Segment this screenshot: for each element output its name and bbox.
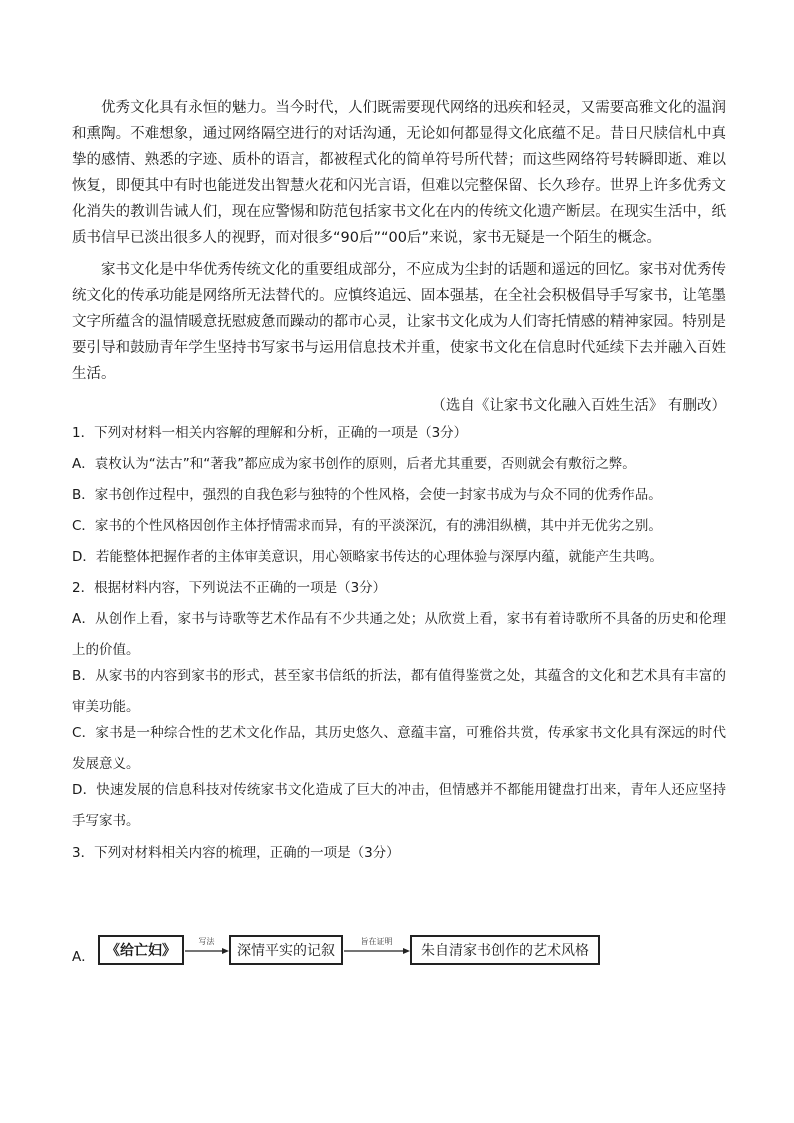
question-1-stem: 1．下列对材料一相关内容解的理解和分析，正确的一项是（3分）	[72, 425, 468, 441]
flow-arrow-2-label: 旨在证明	[360, 937, 393, 946]
flow-box-work: 《给亡妇》	[98, 935, 184, 965]
question-2-option-a: A．从创作上看，家书与诗歌等艺术作品有不少共通之处；从欣赏上看，家书有着诗歌所不具备的历史和伦理上的价值。	[72, 611, 726, 658]
question-1-option-d: D．若能整体把握作者的主体审美意识，用心领略家书传达的心理体验与深厚内蕴，就能产生共鸣。	[72, 549, 663, 565]
question-1-option-a: A．袁枚认为“法古”和“著我”都应成为家书创作的原则，后者尤其重要，否则就会有敷衍之弊。	[72, 456, 636, 472]
flow-arrow-1	[184, 935, 229, 965]
arrow-right-icon	[184, 947, 229, 955]
flow-box-conclusion: 朱自清家书创作的艺术风格	[410, 935, 600, 965]
passage-paragraph-1: 优秀文化具有永恒的魅力。当今时代，人们既需要现代网络的迅疾和轻灵，又需要高雅文化的温润和熏陶。不难想象，通过网络隔空进行的对话沟通，无论如何都显得文化底蕴不足。昔日尺牍信札中真挚的感情、熟悉的字迹、质朴的语言，都被程式化的简单符号所代替；而这些网络符号转瞬即逝、难以恢复，即便其中有时也能迸发出智慧火花和闪光言语，但难以完整保留、长久珍存。世界上许多优秀文化消失的教训告诫人们，现在应警惕和防范包括家书文化在内的传统文化遗产断层。在现实生活中，纸质书信早已淡出很多人的视野，而对很多“90后”“00后”来说，家书无疑是一个陌生的概念。	[72, 100, 726, 246]
question-3-stem: 3．下列对材料相关内容的梳理，正确的一项是（3分）	[72, 845, 400, 861]
passage-source: （选自《让家书文化融入百姓生活》 有删改）	[431, 398, 726, 414]
question-2-option-c: C．家书是一种综合性的艺术文化作品，其历史悠久、意蕴丰富，可雅俗共赏，传承家书文化具有深远的时代发展意义。	[72, 725, 726, 772]
question-2-option-b: B．从家书的内容到家书的形式，甚至家书信纸的折法，都有值得鉴赏之处，其蕴含的文化和艺术具有丰富的审美功能。	[72, 668, 726, 715]
passage-paragraph-2: 家书文化是中华优秀传统文化的重要组成部分，不应成为尘封的话题和遥远的回忆。家书对优秀传统文化的传承功能是网络所无法替代的。应慎终追远、固本强基，在全社会积极倡导手写家书，让笔墨文字所蕴含的温情暖意抚慰疲惫而躁动的都市心灵，让家书文化成为人们寄托情感的精神家园。特别是要引导和鼓励青年学生坚持书写家书与运用信息技术并重，使家书文化在信息时代延续下去并融入百姓生活。	[72, 262, 726, 382]
question-1-option-c: C．家书的个性风格因创作主体抒情需求而异，有的平淡深沉，有的沸泪纵横，其中并无优劣之别。	[72, 518, 662, 534]
flow-arrow-1-label: 写法	[198, 937, 215, 946]
question-3-option-a-letter: A．	[72, 949, 95, 965]
flow-arrow-2	[343, 935, 410, 965]
question-1-option-b: B．家书创作过程中，强烈的自我色彩与独特的个性风格，会使一封家书成为与众不同的优秀作品。	[72, 487, 662, 503]
question-2-stem: 2．根据材料内容，下列说法不正确的一项是（3分）	[72, 580, 387, 596]
question-3-option-a-flowchart	[72, 935, 632, 971]
exam-page	[72, 95, 726, 874]
arrow-right-icon	[343, 947, 410, 955]
flow-box-method: 深情平实的记叙	[229, 935, 343, 965]
question-2-option-d: D．快速发展的信息科技对传统家书文化造成了巨大的冲击，但情感并不都能用键盘打出来，青年人还应坚持手写家书。	[72, 782, 726, 829]
